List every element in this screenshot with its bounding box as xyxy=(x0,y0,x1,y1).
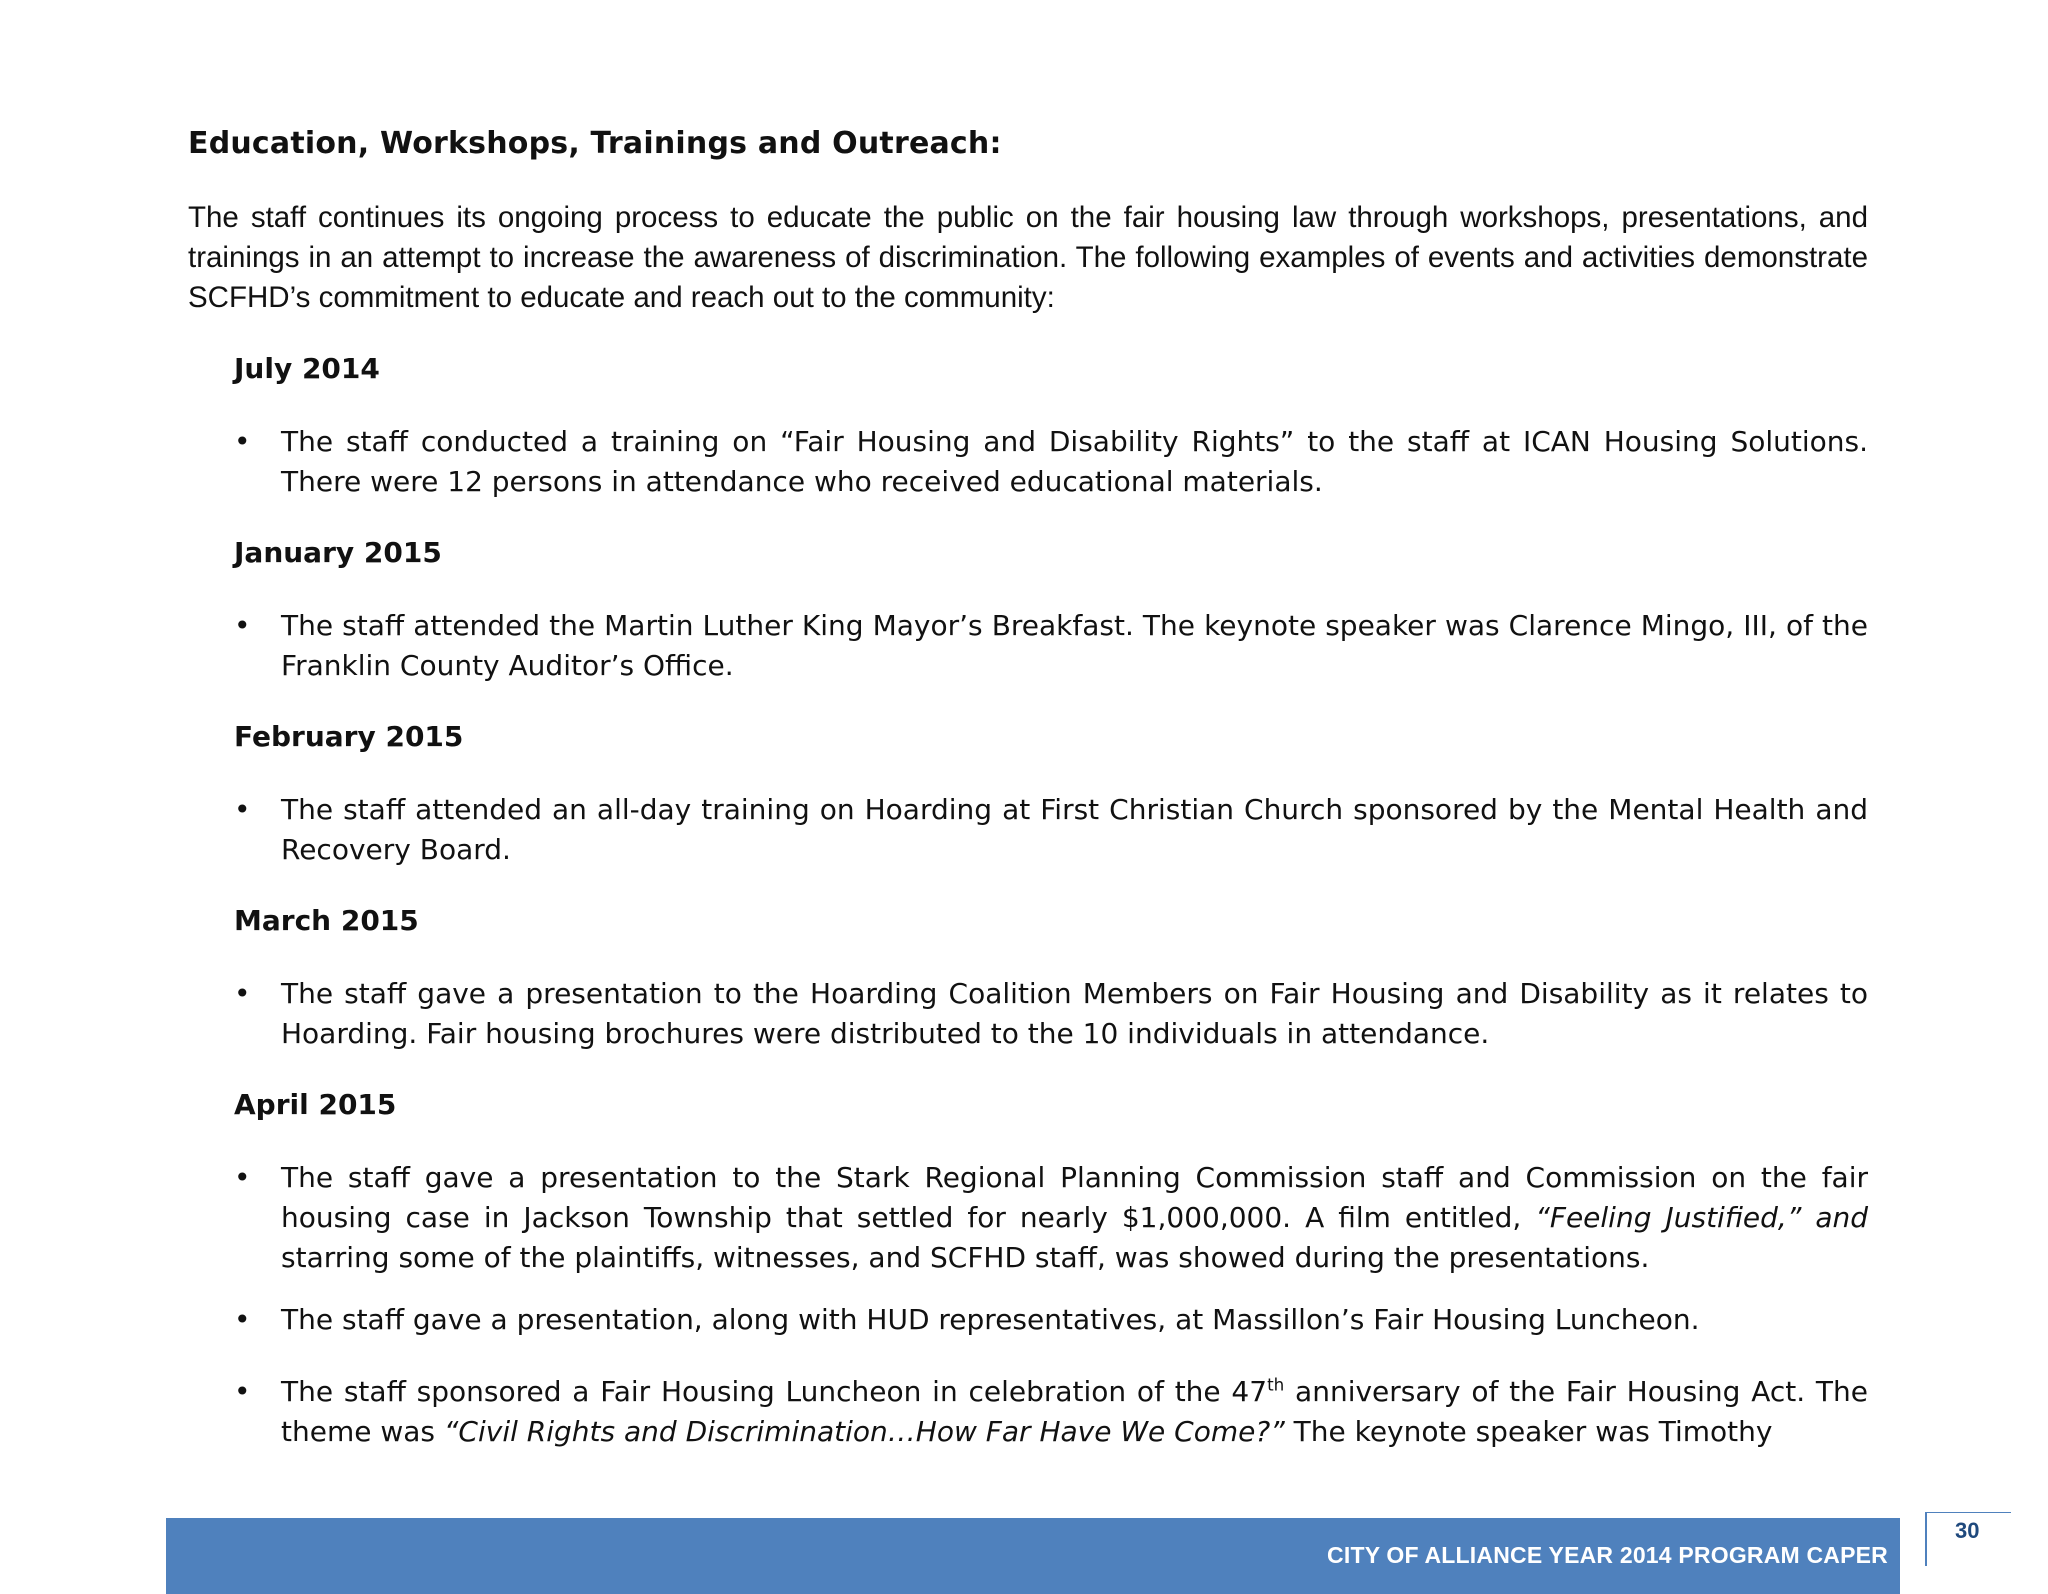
intro-paragraph: The staff continues its ongoing process to educate the public on the fair housing law through workshops, presentations, and trainings in an attempt to increase the awareness of discrimination. The following examples of events and activities demonstrate SCFHD’s commitment to educate and reach out to the community: xyxy=(188,201,1868,314)
film-title-italic: “Feeling Justified,” and xyxy=(1535,1201,1869,1234)
bullet: • xyxy=(234,609,251,642)
bullet: • xyxy=(234,1161,251,1194)
bullet: • xyxy=(234,1375,251,1408)
bullet: • xyxy=(234,1303,251,1336)
list-item-text-part: The staff gave a presentation to the Stark Regional Planning Commission staff and Commission on the fair housing case in Jackson Township that settled for nearly $1,000,000. A film entitled, xyxy=(281,1161,1868,1234)
bullet: • xyxy=(234,793,251,826)
list-item-text-part: The keynote speaker was Timothy xyxy=(1284,1415,1773,1448)
footer-title: CITY OF ALLIANCE YEAR 2014 PROGRAM CAPER xyxy=(1327,1542,1888,1568)
list-item xyxy=(234,1372,1868,1452)
footer-divider xyxy=(1925,1512,1927,1566)
list-item-text-part: anniversary of the Fair Housing Act. The theme was xyxy=(281,1375,1869,1448)
list-item xyxy=(234,1300,1868,1340)
bullet: • xyxy=(234,977,251,1010)
list-item xyxy=(234,790,1868,870)
list-item-text: The staff gave a presentation to the Hoarding Coalition Members on Fair Housing and Disability as it relates to Hoarding. Fair housing brochures were distributed to the 10 individuals in attendance. xyxy=(281,977,1868,1050)
list-item-text: The staff gave a presentation, along with HUD representatives, at Massillon’s Fair Housing Luncheon. xyxy=(281,1303,1700,1336)
list-item xyxy=(234,1158,1868,1278)
footer-divider xyxy=(1925,1512,2011,1513)
ordinal-superscript: th xyxy=(1267,1374,1285,1395)
list-item xyxy=(234,422,1868,502)
bullet: • xyxy=(234,425,251,458)
list-item xyxy=(234,974,1868,1054)
month-heading-july-2014: July 2014 xyxy=(234,352,380,385)
month-heading-february-2015: February 2015 xyxy=(234,720,464,753)
list-item xyxy=(234,606,1868,686)
list-item-text-part: starring some of the plaintiffs, witnesses, and SCFHD staff, was showed during the presentations. xyxy=(281,1241,1650,1274)
list-item-text-part: The staff sponsored a Fair Housing Luncheon in celebration of the 47 xyxy=(281,1375,1268,1408)
list-item-text: The staff attended an all-day training on Hoarding at First Christian Church sponsored by the Mental Health and Recovery Board. xyxy=(281,793,1868,866)
section-heading: Education, Workshops, Trainings and Outreach: xyxy=(188,126,1002,161)
list-item-text xyxy=(281,1158,1868,1278)
list-item-text: The staff conducted a training on “Fair Housing and Disability Rights” to the staff at ICAN Housing Solutions. There were 12 persons in attendance who received educational materials. xyxy=(281,425,1868,498)
month-heading-march-2015: March 2015 xyxy=(234,904,419,937)
month-heading-april-2015: April 2015 xyxy=(234,1088,397,1121)
theme-italic: “Civil Rights and Discrimination…How Far Have We Come?” xyxy=(443,1415,1285,1448)
list-item-text xyxy=(281,1372,1868,1452)
page-number: 30 xyxy=(1955,1518,1980,1543)
month-heading-january-2015: January 2015 xyxy=(234,536,442,569)
list-item-text: The staff attended the Martin Luther King Mayor’s Breakfast. The keynote speaker was Clarence Mingo, III, of the Franklin County Auditor’s Office. xyxy=(281,609,1868,682)
footer-bar xyxy=(166,1518,1900,1594)
